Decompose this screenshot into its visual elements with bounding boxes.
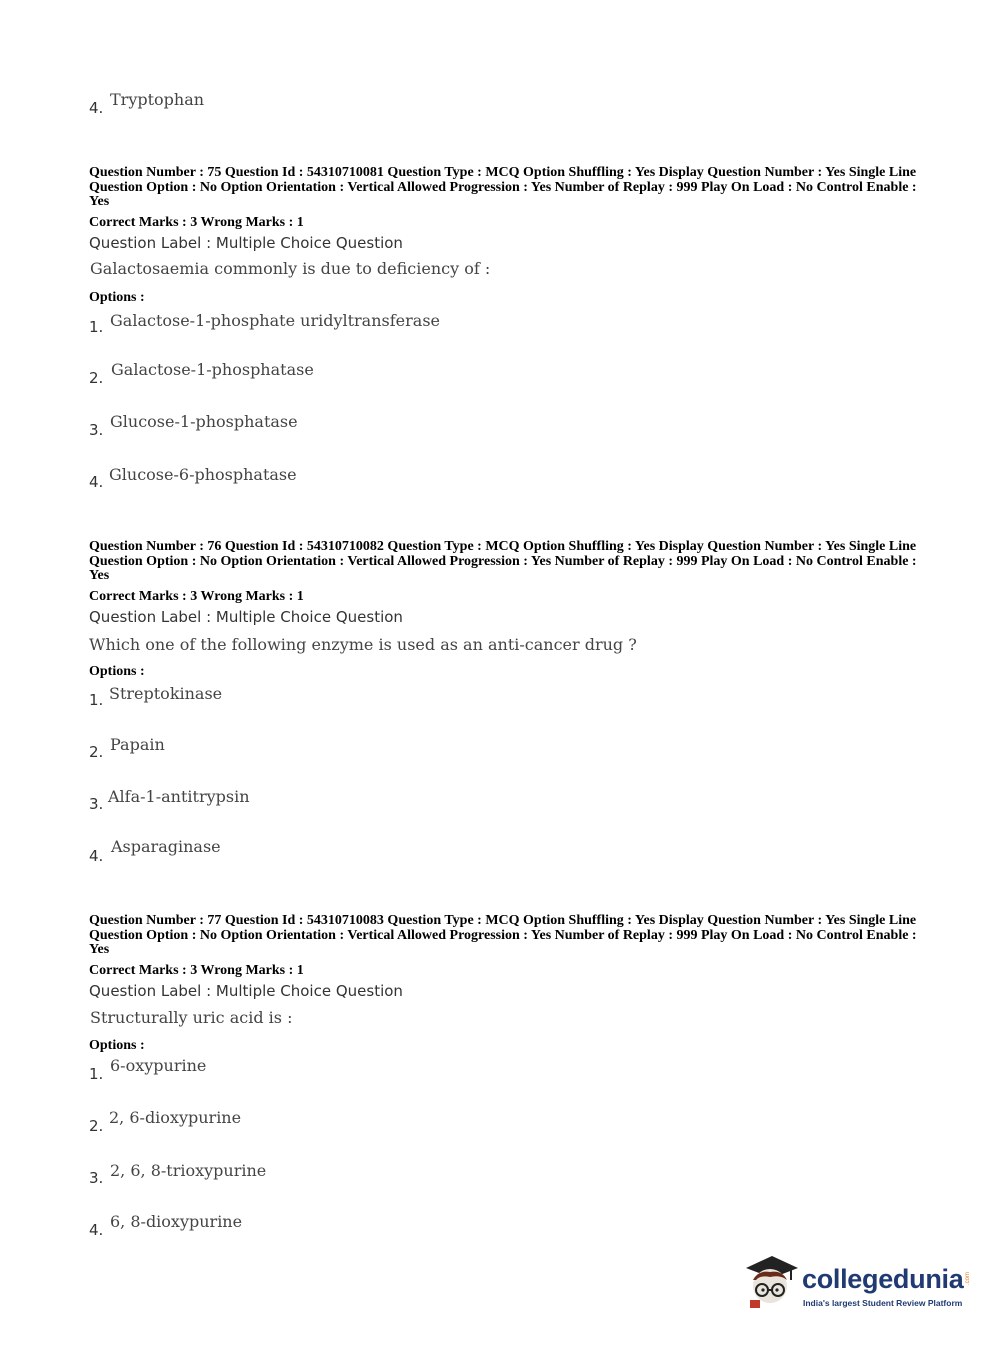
- question-meta: Question Number : 77 Question Id : 54310710083 Question Type : MCQ Option Shuffling : Yes Display Question Number : Yes Single Line Question Option : No Option Orientation : Vertical Allowed Progression : Yes Number of Replay : 999 Play On Load : No Control Enable : Yes: [89, 913, 917, 957]
- question-label: Question Label : Multiple Choice Question: [89, 234, 403, 252]
- question-text: Which one of the following enzyme is used as an anti-cancer drug ?: [89, 635, 637, 654]
- option-text: Galactose-1-phosphate uridyltransferase: [110, 311, 440, 330]
- question-marks: Correct Marks : 3 Wrong Marks : 1: [89, 215, 304, 230]
- option-text: Glucose-1-phosphatase: [110, 412, 298, 431]
- option-number: 2.: [89, 743, 104, 761]
- question-meta: Question Number : 75 Question Id : 54310710081 Question Type : MCQ Option Shuffling : Yes Display Question Number : Yes Single Line Question Option : No Option Orientation : Vertical Allowed Progression : Yes Number of Replay : 999 Play On Load : No Control Enable : Yes: [89, 165, 917, 209]
- question-label: Question Label : Multiple Choice Question: [89, 982, 403, 1000]
- option-number: 4.: [89, 99, 104, 117]
- option-number: 3.: [89, 1169, 104, 1187]
- options-heading: Options :: [89, 664, 145, 679]
- option-number: 1.: [89, 1065, 104, 1083]
- question-meta: Question Number : 76 Question Id : 54310710082 Question Type : MCQ Option Shuffling : Yes Display Question Number : Yes Single Line Question Option : No Option Orientation : Vertical Allowed Progression : Yes Number of Replay : 999 Play On Load : No Control Enable : Yes: [89, 539, 917, 583]
- option-number: 4.: [89, 473, 104, 491]
- option-number: 2.: [89, 1117, 104, 1135]
- question-marks: Correct Marks : 3 Wrong Marks : 1: [89, 589, 304, 604]
- question-text: Galactosaemia commonly is due to deficiency of :: [90, 259, 491, 278]
- option-text: 6, 8-dioxypurine: [110, 1212, 243, 1231]
- options-heading: Options :: [89, 1038, 145, 1053]
- logo-tagline: India's largest Student Review Platform: [803, 1298, 963, 1308]
- option-number: 1.: [89, 318, 104, 336]
- option-text: 2, 6, 8-trioxypurine: [110, 1161, 267, 1180]
- option-text: Glucose-6-phosphatase: [109, 465, 297, 484]
- question-label: Question Label : Multiple Choice Question: [89, 608, 403, 626]
- options-heading: Options :: [89, 290, 145, 305]
- option-text: Tryptophan: [110, 90, 205, 109]
- collegedunia-logo: [740, 1250, 975, 1318]
- question-marks: Correct Marks : 3 Wrong Marks : 1: [89, 963, 304, 978]
- logo-wordmark: collegedunia: [802, 1264, 964, 1294]
- option-number: 3.: [89, 421, 104, 439]
- option-text: 2, 6-dioxypurine: [109, 1108, 242, 1127]
- option-text: Asparaginase: [111, 837, 221, 856]
- logo-domain-suffix: .com: [965, 1272, 971, 1286]
- option-text: 6-oxypurine: [110, 1056, 207, 1075]
- option-number: 1.: [89, 691, 104, 709]
- option-text: Papain: [110, 735, 165, 754]
- option-number: 4.: [89, 847, 104, 865]
- option-number: 2.: [89, 369, 104, 387]
- question-text: Structurally uric acid is :: [90, 1008, 293, 1027]
- option-text: Streptokinase: [109, 684, 223, 703]
- option-number: 3.: [89, 795, 104, 813]
- option-text: Alfa-1-antitrypsin: [108, 787, 250, 806]
- option-text: Galactose-1-phosphatase: [111, 360, 314, 379]
- mascot-icon: [740, 1250, 804, 1314]
- option-number: 4.: [89, 1221, 104, 1239]
